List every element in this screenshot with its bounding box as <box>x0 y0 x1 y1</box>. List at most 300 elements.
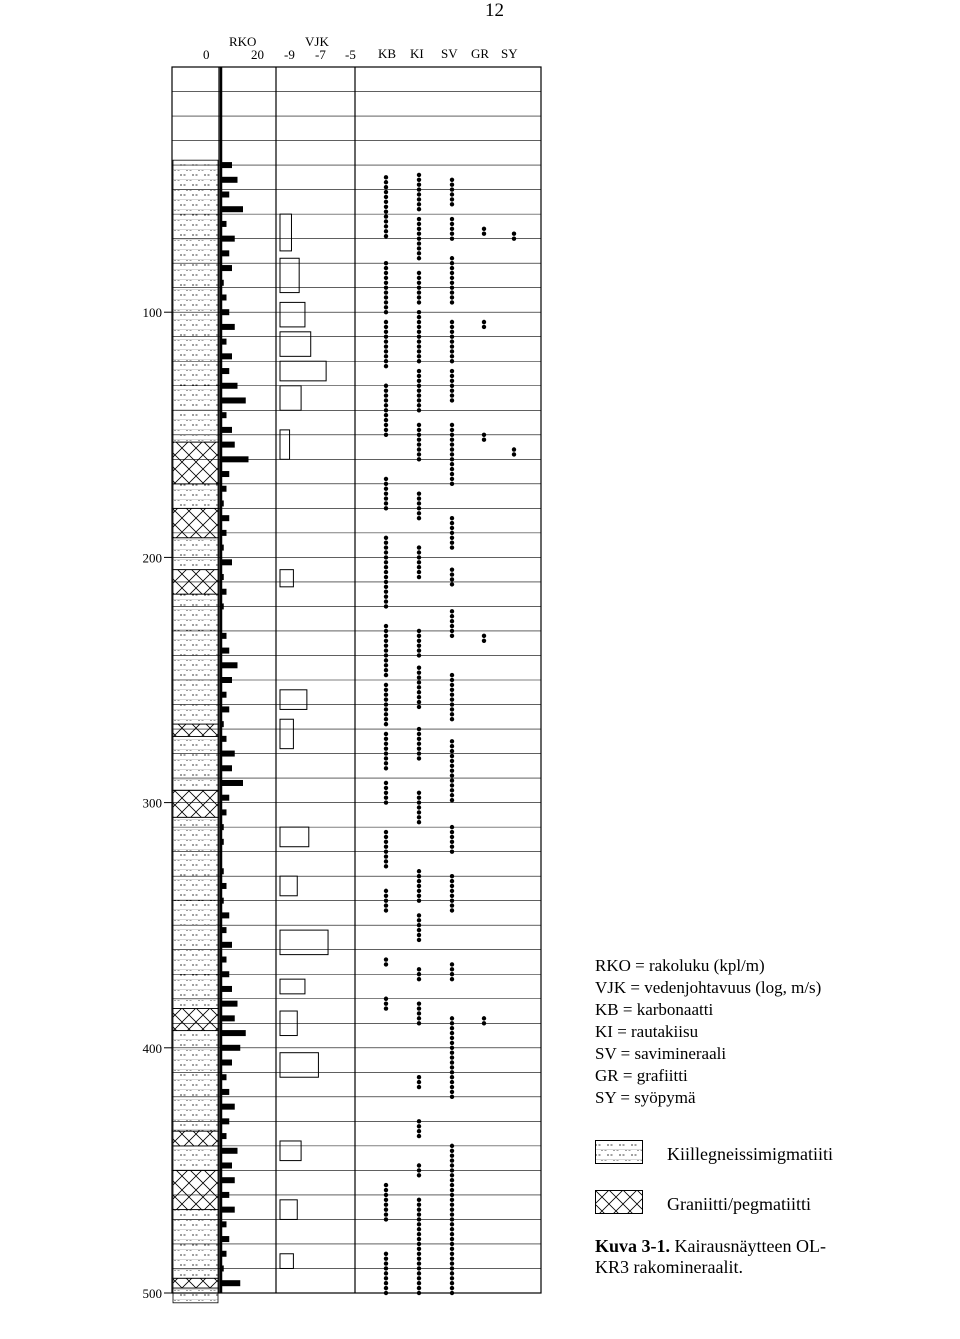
mineral-dot-kb <box>384 800 388 804</box>
rko-bar <box>221 927 227 933</box>
mineral-dot-kb <box>384 629 388 633</box>
mineral-dot-kb <box>384 305 388 309</box>
mineral-dot-sv <box>450 624 454 628</box>
mineral-dot-kb <box>384 540 388 544</box>
mineral-dot-sv <box>450 609 454 613</box>
mineral-dot-sv <box>450 359 454 363</box>
mineral-dot-ki <box>417 933 421 937</box>
mineral-dot-kb <box>384 491 388 495</box>
mineral-dot-gr <box>482 320 486 324</box>
mineral-dot-sv <box>450 545 454 549</box>
mineral-dot-ki <box>417 207 421 211</box>
mineral-dot-ki <box>417 1001 421 1005</box>
vjk-interval <box>280 827 309 847</box>
mineral-dot-ki <box>417 330 421 334</box>
mineral-dot-sy <box>512 232 516 236</box>
mineral-dot-sv <box>450 477 454 481</box>
lithology-mica-gneiss <box>173 1210 218 1279</box>
rko-bar <box>221 1236 229 1242</box>
rko-bar <box>221 1060 232 1066</box>
mineral-dot-ki <box>417 506 421 510</box>
mineral-dot-ki <box>417 452 421 456</box>
mineral-dot-kb <box>384 648 388 652</box>
mineral-dot-sv <box>450 232 454 236</box>
mineral-dot-kb <box>384 545 388 549</box>
depth-tick-label: 200 <box>142 550 162 566</box>
mineral-dot-sv <box>450 683 454 687</box>
rko-bar <box>221 1089 229 1095</box>
mineral-dot-ki <box>417 222 421 226</box>
mineral-dot-ki <box>417 197 421 201</box>
mineral-dot-sv <box>450 369 454 373</box>
lithology-mica-gneiss <box>173 1288 218 1303</box>
mineral-dot-ki <box>417 545 421 549</box>
mineral-dot-ki <box>417 1011 421 1015</box>
mineral-dot-sv <box>450 227 454 231</box>
rko-bar <box>221 309 229 315</box>
mineral-dot-gr <box>482 438 486 442</box>
mineral-dot-sv <box>450 1158 454 1162</box>
legend-ki: KI = rautakiisu <box>595 1022 699 1041</box>
mineral-dot-sv <box>450 759 454 763</box>
mineral-dot-kb <box>384 200 388 204</box>
mineral-dot-ki <box>417 369 421 373</box>
legend <box>595 955 821 1109</box>
mineral-dot-ki <box>417 884 421 888</box>
mineral-dot-kb <box>384 180 388 184</box>
rko-bar <box>221 559 232 565</box>
mineral-dot-ki <box>417 685 421 689</box>
mineral-dot-ki <box>417 810 421 814</box>
rko-bar <box>221 339 227 345</box>
mineral-dot-kb <box>384 835 388 839</box>
mineral-dot-sv <box>450 1217 454 1221</box>
mineral-dot-sv <box>450 1252 454 1256</box>
vjk-interval <box>280 361 326 381</box>
mineral-dot-ki <box>417 178 421 182</box>
rko-bar <box>221 1192 229 1198</box>
rko-bar <box>221 898 224 904</box>
mineral-dot-sv <box>450 178 454 182</box>
mineral-dot-kb <box>384 266 388 270</box>
mineral-dot-sv <box>450 335 454 339</box>
mineral-dot-ki <box>417 737 421 741</box>
mineral-dot-kb <box>384 413 388 417</box>
legend-sv: SV = savimineraali <box>595 1044 727 1063</box>
rko-bar <box>221 177 238 183</box>
rko-bar <box>221 1148 238 1154</box>
rko-bar <box>221 751 235 757</box>
mineral-dot-sv <box>450 398 454 402</box>
rko-bar <box>221 1133 227 1139</box>
mineral-dot-ki <box>417 428 421 432</box>
mineral-dot-ki <box>417 1266 421 1270</box>
mineral-dot-kb <box>384 339 388 343</box>
mineral-dot-sv <box>450 769 454 773</box>
rko-bar <box>221 1045 240 1051</box>
rko-bar <box>221 574 224 580</box>
mineral-dot-sv <box>450 472 454 476</box>
rko-bar <box>221 1265 224 1271</box>
mineral-dot-sv <box>450 972 454 976</box>
rko-bar <box>221 486 227 492</box>
header-rko-tick-20: 20 <box>251 47 264 62</box>
header-sy: SY <box>501 46 518 61</box>
mineral-dot-kb <box>384 1266 388 1270</box>
mineral-dot-ki <box>417 1212 421 1216</box>
mineral-dot-sv <box>450 977 454 981</box>
mineral-dot-sv <box>450 678 454 682</box>
mineral-dot-sv <box>450 764 454 768</box>
mineral-dot-kb <box>384 359 388 363</box>
mineral-dot-sv <box>450 182 454 186</box>
rko-bar <box>221 1074 227 1080</box>
mineral-dot-kb <box>384 962 388 966</box>
mineral-dot-ki <box>417 1119 421 1123</box>
mineral-dot-sv <box>450 285 454 289</box>
mineral-dot-ki <box>417 1252 421 1256</box>
mineral-dot-sv <box>450 300 454 304</box>
mineral-dot-kb <box>384 1001 388 1005</box>
lithology-legend-mica-label: Kiillegneissimigmatiiti <box>667 1144 833 1164</box>
mineral-dot-ki <box>417 511 421 515</box>
mineral-dot-ki <box>417 1256 421 1260</box>
mineral-dot-kb <box>384 845 388 849</box>
mineral-dot-ki <box>417 496 421 500</box>
rko-bar <box>221 397 246 403</box>
lithology-legend-granite-label: Graniitti/pegmatiitti <box>667 1194 811 1214</box>
mineral-dot-sv <box>450 634 454 638</box>
mineral-dot-kb <box>384 683 388 687</box>
mineral-dot-kb <box>384 1286 388 1290</box>
rko-bar <box>221 706 229 712</box>
mineral-dot-kb <box>384 717 388 721</box>
mineral-dot-sv <box>450 236 454 240</box>
mineral-dot-sv <box>450 1271 454 1275</box>
mineral-dot-ki <box>417 742 421 746</box>
legend-gr: GR = grafiitti <box>595 1066 688 1085</box>
mineral-dot-kb <box>384 1291 388 1295</box>
rko-bar <box>221 515 229 521</box>
mineral-dot-sv <box>450 754 454 758</box>
mineral-dot-sv <box>450 526 454 530</box>
rko-bar <box>221 412 227 418</box>
mineral-dot-kb <box>384 693 388 697</box>
depth-tick-label: 100 <box>142 305 162 321</box>
mineral-dot-sv <box>450 629 454 633</box>
figure-caption <box>595 1236 855 1278</box>
mineral-dot-sv <box>450 1222 454 1226</box>
mineral-dot-ki <box>417 894 421 898</box>
mineral-dot-sv <box>450 217 454 221</box>
mineral-dot-ki <box>417 700 421 704</box>
mineral-dot-ki <box>417 251 421 255</box>
mineral-dot-sv <box>450 1055 454 1059</box>
rko-bar <box>221 530 227 536</box>
vjk-interval <box>280 214 291 251</box>
mineral-dot-ki <box>417 202 421 206</box>
lithology-granite <box>173 1009 218 1031</box>
mineral-dot-sv <box>450 1060 454 1064</box>
mineral-dot-ki <box>417 670 421 674</box>
mineral-dot-kb <box>384 766 388 770</box>
header-vjk-tick-9: -9 <box>284 47 295 62</box>
mineral-dot-sv <box>450 1212 454 1216</box>
mineral-dot-kb <box>384 1212 388 1216</box>
mineral-dot-sv <box>450 462 454 466</box>
mineral-dot-kb <box>384 175 388 179</box>
header-kb: KB <box>378 46 397 61</box>
mineral-dot-kb <box>384 1271 388 1275</box>
mineral-dot-ki <box>417 643 421 647</box>
mineral-dot-ki <box>417 374 421 378</box>
mineral-dot-kb <box>384 1006 388 1010</box>
vjk-interval <box>280 430 290 459</box>
mineral-dot-sv <box>450 442 454 446</box>
mineral-dot-ki <box>417 791 421 795</box>
mineral-dot-sv <box>450 1153 454 1157</box>
mineral-dot-ki <box>417 290 421 294</box>
vjk-interval <box>280 570 293 587</box>
mineral-dot-kb <box>384 903 388 907</box>
rko-bar <box>221 986 232 992</box>
mineral-dot-ki <box>417 1242 421 1246</box>
rko-bar <box>221 603 224 609</box>
rko-bar <box>221 324 235 330</box>
mineral-dot-sv <box>450 717 454 721</box>
legend-vjk: VJK = vedenjohtavuus (log, m/s) <box>595 978 822 997</box>
rko-bar <box>221 1030 246 1036</box>
mineral-dot-sv <box>450 889 454 893</box>
mineral-dot-kb <box>384 791 388 795</box>
mineral-dot-ki <box>417 447 421 451</box>
mineral-dot-kb <box>384 185 388 189</box>
mineral-dot-ki <box>417 1129 421 1133</box>
caption-text: Kairausnäytteen OL-KR3 rakomineraalit. <box>595 1236 826 1277</box>
mineral-dot-kb <box>384 604 388 608</box>
mineral-dot-kb <box>384 599 388 603</box>
mineral-dot-kb <box>384 496 388 500</box>
mineral-dot-ki <box>417 675 421 679</box>
header-vjk-tick-5: -5 <box>345 47 356 62</box>
rko-bar <box>221 353 232 359</box>
header-vjk-tick-7: -7 <box>315 47 326 62</box>
mineral-dot-ki <box>417 359 421 363</box>
lithology-mica-gneiss <box>173 538 218 570</box>
rko-bar <box>221 736 227 742</box>
mineral-dot-ki <box>417 173 421 177</box>
rko-bar <box>221 162 232 168</box>
mineral-dot-sv <box>450 744 454 748</box>
mineral-dot-ki <box>417 354 421 358</box>
mineral-dot-sv <box>450 428 454 432</box>
mineral-dot-sv <box>450 879 454 883</box>
mineral-dot-sv <box>450 1070 454 1074</box>
mineral-dot-ki <box>417 977 421 981</box>
mineral-dot-ki <box>417 967 421 971</box>
mineral-dot-sv <box>450 903 454 907</box>
mineral-dot-ki <box>417 918 421 922</box>
mineral-dot-ki <box>417 795 421 799</box>
mineral-dot-sv <box>450 673 454 677</box>
caption-label: Kuva 3-1. <box>595 1236 671 1256</box>
mineral-dot-kb <box>384 957 388 961</box>
mineral-dot-kb <box>384 1183 388 1187</box>
mineral-dot-sv <box>450 271 454 275</box>
mineral-dot-sy <box>512 452 516 456</box>
rko-bar <box>221 589 227 595</box>
mineral-dot-ki <box>417 639 421 643</box>
mineral-dot-sv <box>450 295 454 299</box>
mineral-dot-ki <box>417 1085 421 1089</box>
mineral-dot-ki <box>417 889 421 893</box>
mineral-dot-ki <box>417 898 421 902</box>
mineral-dot-kb <box>384 295 388 299</box>
lithology-mica-gneiss <box>173 160 218 442</box>
mineral-dot-kb <box>384 320 388 324</box>
rko-bar <box>221 442 235 448</box>
mineral-dot-ki <box>417 1124 421 1128</box>
mica-gneiss-swatch <box>595 1140 643 1164</box>
mineral-dot-sv <box>450 281 454 285</box>
mineral-dot-ki <box>417 335 421 339</box>
mineral-dot-kb <box>384 849 388 853</box>
mineral-dot-sv <box>450 688 454 692</box>
lithology-granite <box>173 724 218 736</box>
mineral-dot-kb <box>384 219 388 223</box>
mineral-dot-ki <box>417 1237 421 1241</box>
mineral-dot-kb <box>384 1256 388 1260</box>
mineral-dot-sv <box>450 1281 454 1285</box>
mineral-dot-ki <box>417 295 421 299</box>
mineral-dot-sv <box>450 1286 454 1290</box>
mineral-dot-sv <box>450 773 454 777</box>
rko-bar <box>221 383 238 389</box>
mineral-dot-ki <box>417 705 421 709</box>
mineral-dot-kb <box>384 550 388 554</box>
legend-kb: KB = karbonaatti <box>595 1000 714 1019</box>
mineral-dot-sv <box>450 830 454 834</box>
lithology-granite <box>173 1170 218 1209</box>
mineral-dot-sv <box>450 1031 454 1035</box>
mineral-dot-sv <box>450 1203 454 1207</box>
mineral-dot-sv <box>450 1247 454 1251</box>
mineral-dot-sv <box>450 1198 454 1202</box>
rko-bar <box>221 192 229 198</box>
mineral-dot-ki <box>417 457 421 461</box>
mineral-dot-sv <box>450 712 454 716</box>
mineral-dot-sv <box>450 1075 454 1079</box>
rko-bar <box>221 1001 238 1007</box>
mineral-dot-sv <box>450 825 454 829</box>
rko-bar <box>221 677 232 683</box>
lithology-mica-gneiss <box>173 736 218 790</box>
mineral-dot-kb <box>384 889 388 893</box>
mineral-dot-sv <box>450 320 454 324</box>
mineral-dot-kb <box>384 325 388 329</box>
mineral-dot-sv <box>450 884 454 888</box>
mineral-dot-gr <box>482 325 486 329</box>
mineral-dot-kb <box>384 560 388 564</box>
mineral-dot-ki <box>417 300 421 304</box>
mineral-dot-kb <box>384 1207 388 1211</box>
lithology-granite <box>173 508 218 537</box>
mineral-dot-sv <box>450 290 454 294</box>
vjk-interval <box>280 1053 318 1078</box>
mineral-dot-sv <box>450 1046 454 1050</box>
mineral-dot-kb <box>384 742 388 746</box>
mineral-dot-sv <box>450 1085 454 1089</box>
mineral-dot-kb <box>384 229 388 233</box>
mineral-dot-sv <box>450 467 454 471</box>
mineral-dot-ki <box>417 384 421 388</box>
mineral-dot-sv <box>450 783 454 787</box>
mineral-dot-kb <box>384 482 388 486</box>
mineral-dot-sv <box>450 582 454 586</box>
header-sv: SV <box>441 46 458 61</box>
mineral-dot-kb <box>384 190 388 194</box>
mineral-dot-sv <box>450 1232 454 1236</box>
mineral-dot-ki <box>417 217 421 221</box>
mineral-dot-sv <box>450 614 454 618</box>
mineral-dot-sv <box>450 1090 454 1094</box>
mineral-dot-ki <box>417 315 421 319</box>
mineral-dot-kb <box>384 575 388 579</box>
mineral-dot-ki <box>417 320 421 324</box>
vjk-interval <box>280 302 305 327</box>
mineral-dot-kb <box>384 214 388 218</box>
mineral-dot-ki <box>417 727 421 731</box>
mineral-dot-ki <box>417 666 421 670</box>
rko-bar <box>221 648 229 654</box>
mineral-dot-ki <box>417 874 421 878</box>
rko-bar <box>221 633 227 639</box>
rko-bar <box>221 883 227 889</box>
mineral-dot-ki <box>417 192 421 196</box>
mineral-dot-kb <box>384 384 388 388</box>
mineral-dot-ki <box>417 187 421 191</box>
mineral-dot-ki <box>417 1286 421 1290</box>
mineral-dot-sv <box>450 433 454 437</box>
mineral-dot-sv <box>450 849 454 853</box>
mineral-dot-gr <box>482 639 486 643</box>
mineral-dot-ki <box>417 570 421 574</box>
mineral-dot-sv <box>450 962 454 966</box>
mineral-dot-sv <box>450 967 454 971</box>
mineral-dot-sv <box>450 1193 454 1197</box>
mineral-dot-ki <box>417 339 421 343</box>
mineral-dot-sv <box>450 693 454 697</box>
mineral-dot-kb <box>384 746 388 750</box>
rko-bar <box>221 545 224 551</box>
mineral-dot-ki <box>417 310 421 314</box>
mineral-dot-ki <box>417 751 421 755</box>
mineral-dot-sv <box>450 1237 454 1241</box>
mineral-dot-ki <box>417 923 421 927</box>
mineral-dot-sv <box>450 874 454 878</box>
mineral-dot-kb <box>384 761 388 765</box>
mineral-dot-kb <box>384 756 388 760</box>
rko-bar <box>221 280 224 286</box>
mineral-dot-kb <box>384 271 388 275</box>
mineral-dot-kb <box>384 234 388 238</box>
mineral-dot-sv <box>450 1266 454 1270</box>
mineral-dot-sv <box>450 697 454 701</box>
mineral-dot-ki <box>417 1261 421 1265</box>
mineral-dot-kb <box>384 830 388 834</box>
mineral-dot-ki <box>417 403 421 407</box>
mineral-dot-sv <box>450 344 454 348</box>
